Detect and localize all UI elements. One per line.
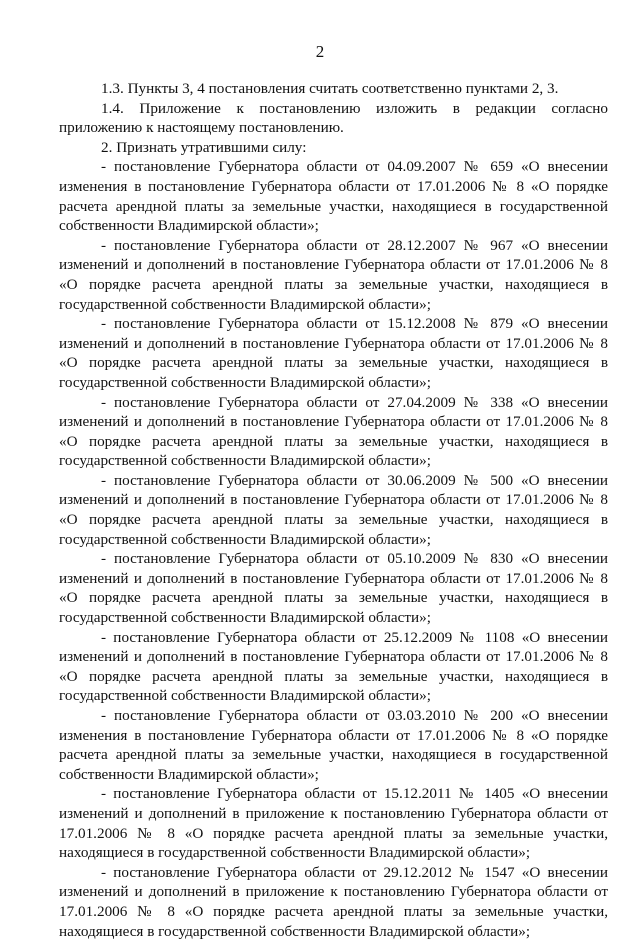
paragraph-1-3: 1.3. Пункты 3, 4 постановления считать соответственно пунктами 2, 3. xyxy=(101,80,559,97)
list-item-decree-338: - постановление Губернатора области от 27.04.2009 № 338 «О внесении изменений и дополнений в постановление Губернатора области от 17.01.2006 № 8 «О порядке расчета арендной платы за земельные участки, находящиеся в государственной собственности Владимирской области»; xyxy=(59,393,608,470)
paragraph-2: 2. Признать утратившими силу: xyxy=(101,138,307,156)
list-item-decree-1108: - постановление Губернатора области от 25.12.2009 № 1108 «О внесении изменений и дополнений в постановление Губернатора области от 17.01.2006 № 8 «О порядке расчета арендной платы за земельные участки, находящиеся в государственной собственности Владимирской области»; xyxy=(59,628,608,705)
list-item-decree-659: - постановление Губернатора области от 04.09.2007 № 659 «О внесении изменения в постановление Губернатора области от 17.01.2006 № 8 «О порядке расчета арендной платы за земельные участки, находящиеся в государственной собственности Владимирской области»; xyxy=(59,158,608,235)
list-item-decree-200: - постановление Губернатора области от 03.03.2010 № 200 «О внесении изменения в постановление Губернатора области от 17.01.2006 № 8 «О порядке расчета арендной платы за земельные участки, находящиеся в государственной собственности Владимирской области»; xyxy=(59,707,608,783)
list-item-decree-967: - постановление Губернатора области от 28.12.2007 № 967 «О внесении изменений и дополнений в постановление Губернатора области от 17.01.2006 № 8 «О порядке расчета арендной платы за земельные участки, находящиеся в государственной собственности Владимирской области»; xyxy=(59,236,608,313)
document-body xyxy=(59,79,608,941)
list-item-decree-830: - постановление Губернатора области от 05.10.2009 № 830 «О внесении изменений и дополнений в постановление Губернатора области от 17.01.2006 № 8 «О порядке расчета арендной платы за земельные участки, находящиеся в государственной собственности Владимирской области»; xyxy=(59,550,608,627)
page-number: 2 xyxy=(315,42,325,61)
list-item-decree-1547: - постановление Губернатора области от 29.12.2012 № 1547 «О внесении изменений и дополнений в приложение к постановлению Губернатора области от 17.01.2006 № 8 «О порядке расчета арендной платы за земельные участки, находящиеся в государственной собственности Владимирской области»; xyxy=(59,863,608,940)
list-item-decree-500: - постановление Губернатора области от 30.06.2009 № 500 «О внесении изменений и дополнений в постановление Губернатора области от 17.01.2006 № 8 «О порядке расчета арендной платы за земельные участки, находящиеся в государственной собственности Владимирской области»; xyxy=(59,471,608,548)
list-item-decree-879: - постановление Губернатора области от 15.12.2008 № 879 «О внесении изменений и дополнений в постановление Губернатора области от 17.01.2006 № 8 «О порядке расчета арендной платы за земельные участки, находящиеся в государственной собственности Владимирской области»; xyxy=(59,315,608,391)
paragraph-1-4: 1.4. Приложение к постановлению изложить в редакции согласно приложению к настоящему постановлению. xyxy=(59,99,608,137)
list-item-decree-1405: - постановление Губернатора области от 15.12.2011 № 1405 «О внесении изменений и дополнений в приложение к постановлению Губернатора области от 17.01.2006 № 8 «О порядке расчета арендной платы за земельные участки, находящиеся в государственной собственности Владимирской области»; xyxy=(59,785,608,862)
